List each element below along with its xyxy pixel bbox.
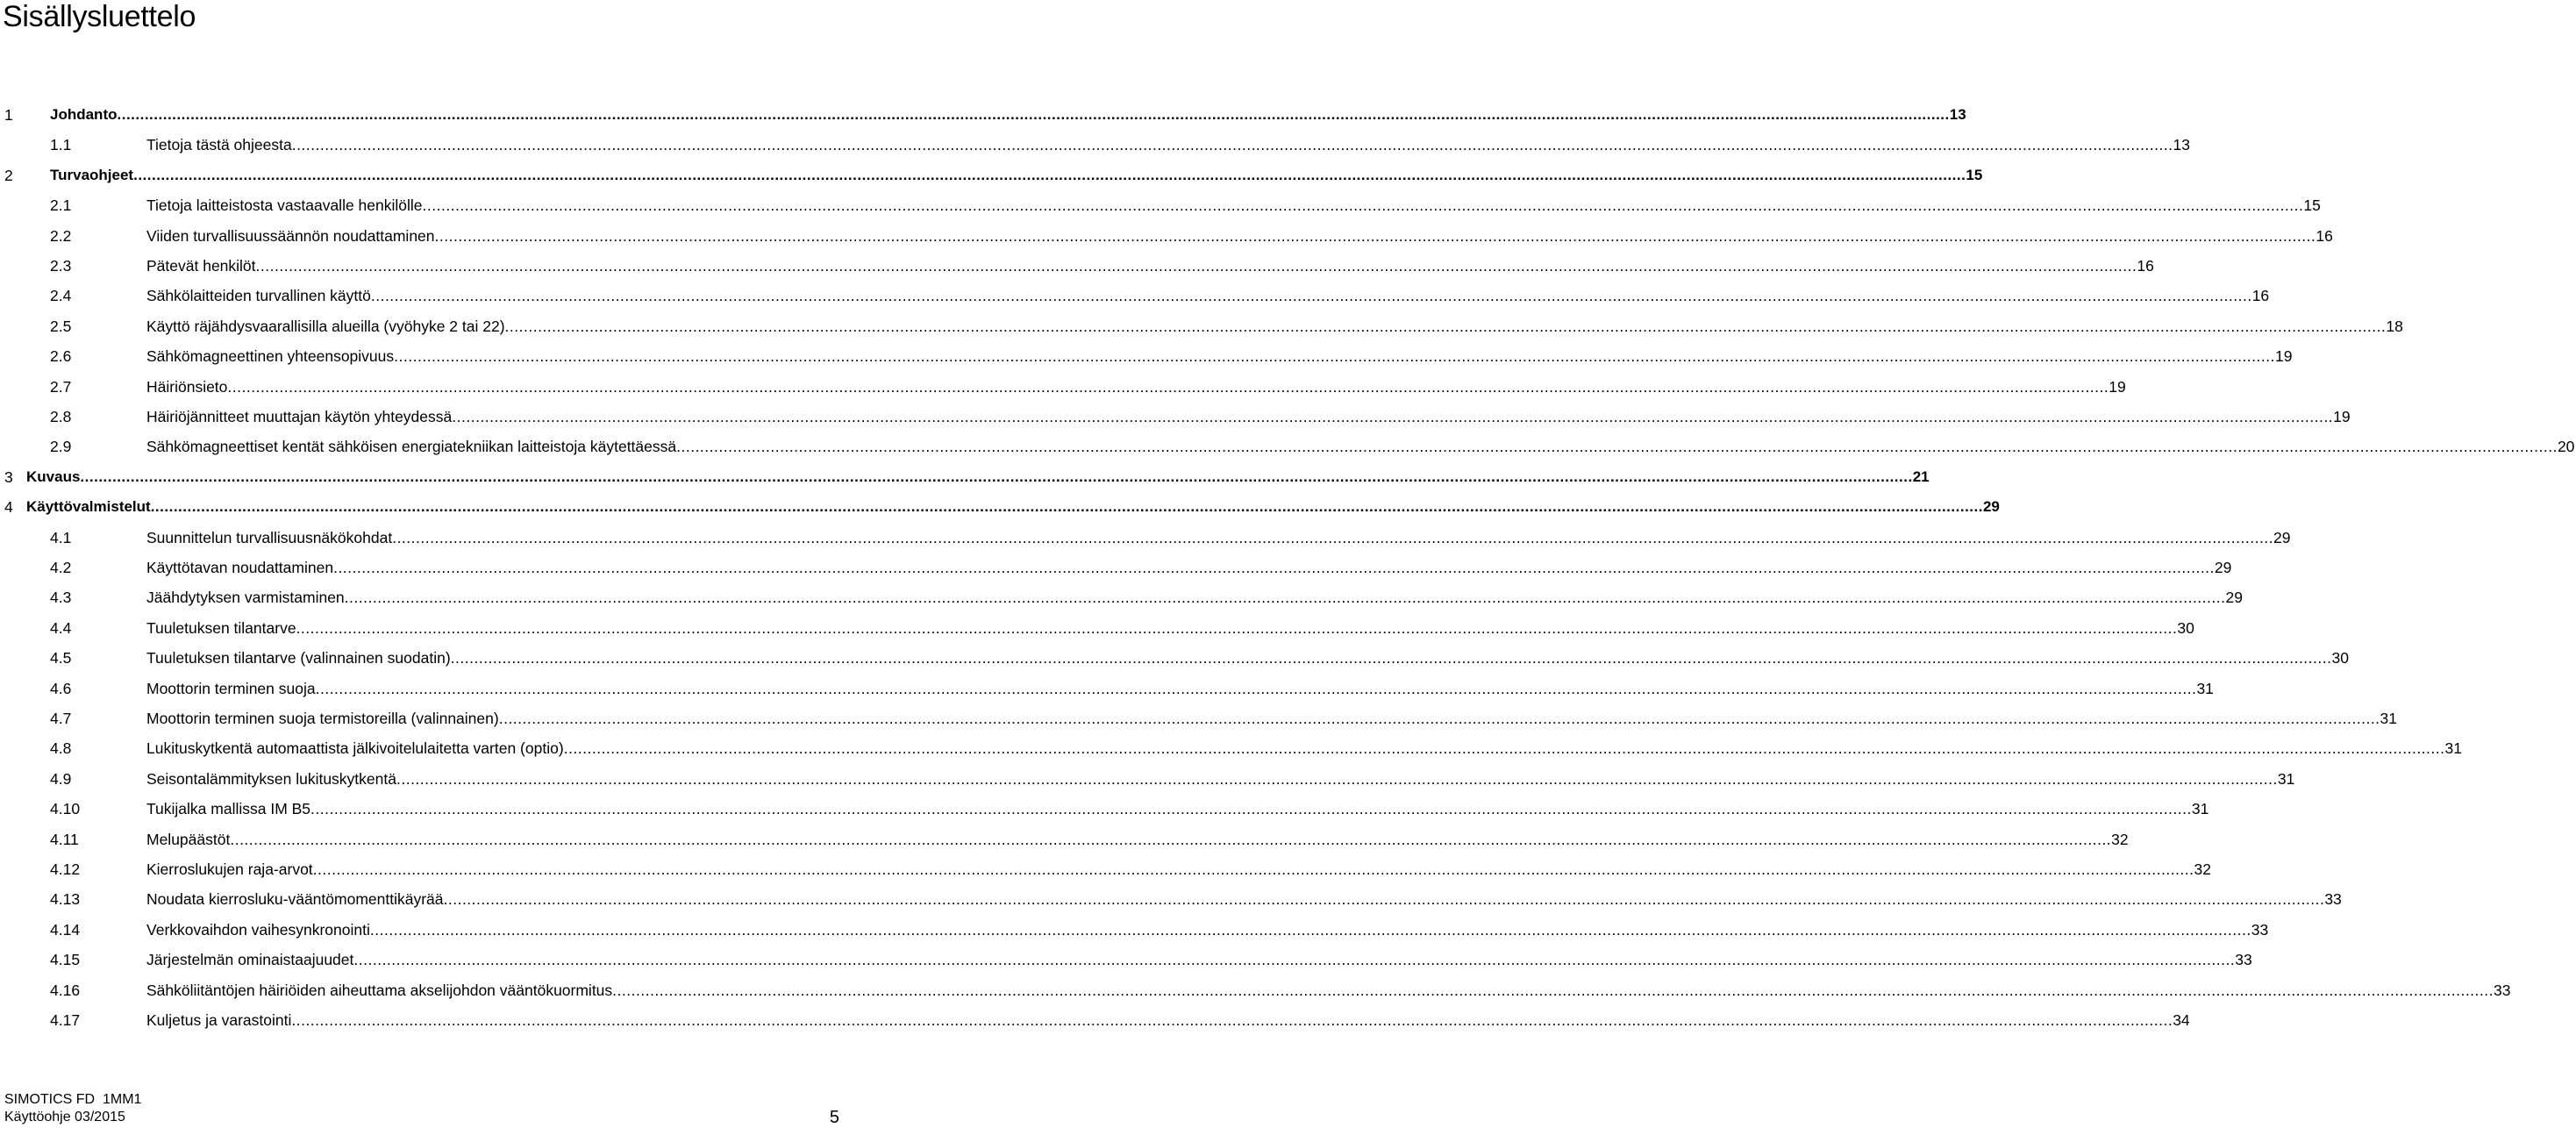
toc-page-number: 19 bbox=[2109, 377, 2126, 396]
toc-section[interactable] bbox=[0, 367, 2126, 396]
toc-number: 4.10 bbox=[50, 800, 81, 818]
toc-leader-dots: ................................................................................................................................................................................................................................................................................................................................................................................................................ bbox=[504, 317, 2387, 335]
toc-title: Häiriönsieto bbox=[146, 377, 228, 396]
toc-page-number: 16 bbox=[2137, 257, 2154, 275]
toc-page-number: 32 bbox=[2194, 860, 2211, 878]
toc-section[interactable] bbox=[0, 849, 2211, 879]
toc-page-number: 30 bbox=[2331, 649, 2349, 668]
toc-page-number: 32 bbox=[2111, 830, 2129, 848]
toc-number: 4.6 bbox=[50, 679, 72, 697]
toc-number: 4.9 bbox=[50, 769, 72, 788]
toc-section[interactable] bbox=[0, 789, 2209, 818]
toc-number: 4.1 bbox=[50, 528, 72, 546]
toc-section[interactable] bbox=[0, 1000, 2190, 1030]
toc-number: 2.9 bbox=[50, 438, 72, 456]
toc-number: 4.12 bbox=[50, 860, 81, 878]
toc-chapter[interactable] bbox=[0, 457, 1930, 487]
toc-number: 4.7 bbox=[50, 710, 72, 727]
toc-chapter[interactable] bbox=[0, 487, 2000, 517]
toc-leader-dots: ................................................................................................................................................................................................................................................................................................................................................................................................................ bbox=[291, 136, 2173, 154]
toc-section[interactable] bbox=[0, 125, 2190, 154]
toc-title: Jäähdytyksen varmistaminen bbox=[146, 589, 345, 607]
toc-title: Käyttö räjähdysvaarallisilla alueilla (vyöhyke 2 tai 22) bbox=[146, 317, 505, 335]
toc-page-number: 29 bbox=[2225, 589, 2243, 607]
toc-number: 4.15 bbox=[50, 951, 81, 969]
toc-section[interactable] bbox=[0, 668, 2214, 698]
toc-section[interactable] bbox=[0, 216, 2333, 246]
toc-title: Tuuletuksen tilantarve bbox=[146, 618, 296, 637]
toc-leader-dots: ................................................................................................................................................................................................................................................................................................................................................................................................................ bbox=[563, 739, 2445, 758]
toc-number: 4.17 bbox=[50, 1011, 81, 1029]
toc-leader-dots: ................................................................................................................................................................................................................................................................................................................................................................................................................ bbox=[434, 226, 2316, 245]
toc-title: Käyttötavan noudattaminen bbox=[146, 559, 334, 576]
toc-section[interactable] bbox=[0, 336, 2293, 366]
footer bbox=[4, 1091, 141, 1126]
toc-page-number: 29 bbox=[1982, 498, 2000, 516]
toc-leader-dots: ................................................................................................................................................................................................................................................................................................................................................................................................................ bbox=[117, 106, 1950, 123]
toc-page-number: 33 bbox=[2324, 890, 2342, 909]
toc-section[interactable] bbox=[0, 879, 2342, 909]
toc-number: 1 bbox=[4, 106, 13, 124]
toc-title: Tuuletuksen tilantarve (valinnainen suodatin) bbox=[146, 649, 451, 668]
toc-section[interactable] bbox=[0, 608, 2194, 638]
toc-title: Häiriöjännitteet muuttajan käytön yhteydessä bbox=[146, 408, 453, 425]
toc-title: Verkkovaihdon vaihesynkronointi bbox=[146, 920, 370, 939]
toc-leader-dots: ................................................................................................................................................................................................................................................................................................................................................................................................................ bbox=[396, 769, 2278, 788]
toc-number: 2 bbox=[4, 166, 13, 184]
toc-number: 4.2 bbox=[50, 559, 72, 576]
toc-section[interactable] bbox=[0, 698, 2398, 728]
toc-section[interactable] bbox=[0, 306, 2403, 336]
toc-section[interactable] bbox=[0, 518, 2291, 547]
toc-leader-dots: ................................................................................................................................................................................................................................................................................................................................................................................................................ bbox=[676, 438, 2558, 456]
toc-title: Seisontalämmityksen lukituskytkentä bbox=[146, 769, 396, 788]
toc-title: Pätevät henkilöt bbox=[146, 257, 256, 275]
toc-section[interactable] bbox=[0, 819, 2129, 849]
toc-leader-dots: ................................................................................................................................................................................................................................................................................................................................................................................................................ bbox=[394, 347, 2275, 366]
toc-page-number: 29 bbox=[2214, 559, 2232, 576]
toc-number: 2.2 bbox=[50, 226, 72, 245]
toc-number: 2.3 bbox=[50, 257, 72, 275]
toc-leader-dots: ................................................................................................................................................................................................................................................................................................................................................................................................................ bbox=[315, 679, 2197, 697]
toc-leader-dots: ................................................................................................................................................................................................................................................................................................................................................................................................................ bbox=[296, 618, 2178, 637]
toc-page-number: 13 bbox=[1949, 106, 1966, 123]
toc-number: 2.1 bbox=[50, 196, 72, 215]
toc-page-number: 29 bbox=[2273, 528, 2291, 546]
page-title: Sisällysluettelo bbox=[3, 0, 196, 33]
toc-leader-dots: ................................................................................................................................................................................................................................................................................................................................................................................................................ bbox=[369, 920, 2251, 939]
toc-number: 1.1 bbox=[50, 136, 72, 154]
toc-number: 4.8 bbox=[50, 739, 72, 758]
footer-page-number: 5 bbox=[829, 1108, 839, 1127]
toc-title: Viiden turvallisuussäännön noudattaminen bbox=[146, 226, 435, 245]
toc-page-number: 13 bbox=[2173, 136, 2190, 154]
toc-page-number: 31 bbox=[2380, 710, 2398, 727]
toc-page-number: 30 bbox=[2177, 618, 2194, 637]
toc-number: 4.13 bbox=[50, 890, 81, 909]
toc-leader-dots: ................................................................................................................................................................................................................................................................................................................................................................................................................ bbox=[612, 981, 2494, 999]
toc-leader-dots: ................................................................................................................................................................................................................................................................................................................................................................................................................ bbox=[498, 710, 2380, 727]
toc-leader-dots: ................................................................................................................................................................................................................................................................................................................................................................................................................ bbox=[133, 166, 1966, 183]
toc-leader-dots: ................................................................................................................................................................................................................................................................................................................................................................................................................ bbox=[333, 559, 2215, 576]
toc-leader-dots: ................................................................................................................................................................................................................................................................................................................................................................................................................ bbox=[80, 468, 1913, 485]
toc-page-number: 33 bbox=[2235, 951, 2252, 969]
toc-leader-dots: ................................................................................................................................................................................................................................................................................................................................................................................................................ bbox=[443, 890, 2325, 909]
footer-product: SIMOTICS FD 1MM1 bbox=[4, 1092, 142, 1107]
toc-page-number: 16 bbox=[2316, 226, 2333, 245]
toc-title: Järjestelmän ominaistaajuudet bbox=[146, 951, 354, 969]
toc-leader-dots: ................................................................................................................................................................................................................................................................................................................................................................................................................ bbox=[227, 377, 2109, 396]
footer-document: Käyttöohje 03/2015 bbox=[4, 1110, 125, 1124]
toc-title: Kuvaus bbox=[26, 468, 81, 485]
toc-number: 2.6 bbox=[50, 347, 72, 366]
toc-title: Suunnittelun turvallisuusnäkökohdat bbox=[146, 528, 393, 546]
toc-title: Käyttövalmistelut bbox=[26, 498, 151, 516]
toc-leader-dots: ................................................................................................................................................................................................................................................................................................................................................................................................................ bbox=[312, 860, 2194, 878]
toc-section[interactable] bbox=[0, 638, 2349, 668]
toc-page-number: 33 bbox=[2494, 981, 2511, 999]
toc-number: 4 bbox=[4, 498, 13, 517]
toc-leader-dots: ................................................................................................................................................................................................................................................................................................................................................................................................................ bbox=[392, 528, 2274, 546]
toc-title: Turvaohjeet bbox=[50, 166, 134, 183]
toc-section[interactable] bbox=[0, 759, 2295, 789]
toc-page-number: 18 bbox=[2386, 317, 2403, 335]
toc-section[interactable] bbox=[0, 728, 2462, 758]
toc-page-number: 15 bbox=[2303, 196, 2321, 215]
toc-number: 4.4 bbox=[50, 618, 72, 637]
toc-section[interactable] bbox=[0, 246, 2154, 275]
toc-number: 4.14 bbox=[50, 920, 81, 939]
toc-page-number: 33 bbox=[2251, 920, 2269, 939]
toc-section[interactable] bbox=[0, 910, 2269, 939]
toc-title: Sähkömagneettinen yhteensopivuus bbox=[146, 347, 395, 366]
toc-title: Melupäästöt bbox=[146, 830, 231, 848]
toc-section[interactable] bbox=[0, 185, 2321, 215]
toc-number: 4.5 bbox=[50, 649, 72, 668]
toc-section[interactable] bbox=[0, 275, 2270, 305]
toc-leader-dots: ................................................................................................................................................................................................................................................................................................................................................................................................................ bbox=[255, 257, 2137, 275]
toc-page-number: 34 bbox=[2173, 1011, 2190, 1029]
toc-number: 2.4 bbox=[50, 287, 72, 305]
toc-title: Sähköliitäntöjen häiriöiden aiheuttama akselijohdon vääntökuormitus bbox=[146, 981, 613, 999]
toc-section[interactable] bbox=[0, 396, 2351, 426]
toc-number: 2.7 bbox=[50, 377, 72, 396]
toc-title: Noudata kierrosluku-vääntömomenttikäyrää bbox=[146, 890, 444, 909]
toc-section[interactable] bbox=[0, 970, 2511, 1000]
toc-title: Kierroslukujen raja-arvot bbox=[146, 860, 313, 878]
toc-leader-dots: ................................................................................................................................................................................................................................................................................................................................................................................................................ bbox=[150, 498, 1983, 516]
toc-title: Tietoja tästä ohjeesta bbox=[146, 136, 292, 154]
toc-title: Tietoja laitteistosta vastaavalle henkilölle bbox=[146, 196, 423, 215]
toc-leader-dots: ................................................................................................................................................................................................................................................................................................................................................................................................................ bbox=[291, 1011, 2173, 1029]
toc-leader-dots: ................................................................................................................................................................................................................................................................................................................................................................................................................ bbox=[370, 287, 2252, 305]
toc-leader-dots: ................................................................................................................................................................................................................................................................................................................................................................................................................ bbox=[450, 649, 2332, 668]
toc-page-number: 31 bbox=[2277, 769, 2295, 788]
toc-section[interactable] bbox=[0, 426, 2575, 456]
toc-page-number: 31 bbox=[2444, 739, 2462, 758]
toc-title: Sähkömagneettiset kentät sähköisen energiatekniikan laitteistoja käytettäessä bbox=[146, 438, 677, 456]
toc-section[interactable] bbox=[0, 547, 2232, 577]
toc-chapter[interactable] bbox=[0, 95, 1966, 125]
toc-number: 2.5 bbox=[50, 317, 72, 335]
toc-page-number: 31 bbox=[2191, 800, 2209, 818]
toc-page-number: 16 bbox=[2251, 287, 2270, 305]
toc-leader-dots: ................................................................................................................................................................................................................................................................................................................................................................................................................ bbox=[310, 800, 2192, 818]
toc-leader-dots: ................................................................................................................................................................................................................................................................................................................................................................................................................ bbox=[344, 589, 2226, 607]
toc-title: Tukijalka mallissa IM B5 bbox=[146, 800, 311, 818]
toc-number: 4.3 bbox=[50, 589, 72, 607]
toc-page-number: 20 bbox=[2557, 438, 2575, 456]
toc-chapter[interactable] bbox=[0, 155, 1983, 185]
toc-number: 4.11 bbox=[50, 830, 79, 848]
toc-section[interactable] bbox=[0, 939, 2252, 969]
toc-title: Moottorin terminen suoja termistoreilla (valinnainen) bbox=[146, 710, 499, 727]
toc-page-number: 19 bbox=[2274, 347, 2293, 366]
toc-section[interactable] bbox=[0, 577, 2243, 607]
toc-page-number: 21 bbox=[1912, 468, 1930, 485]
toc-page-number: 19 bbox=[2333, 408, 2351, 425]
toc-number: 4.16 bbox=[50, 981, 81, 999]
toc-title: Johdanto bbox=[50, 106, 118, 123]
toc-title: Sähkölaitteiden turvallinen käyttö bbox=[146, 287, 371, 305]
toc-number: 2.8 bbox=[50, 408, 72, 425]
toc-title: Kuljetus ja varastointi bbox=[146, 1011, 292, 1029]
toc-page-number: 15 bbox=[1966, 166, 1983, 183]
toc-leader-dots: ................................................................................................................................................................................................................................................................................................................................................................................................................ bbox=[230, 830, 2112, 848]
toc-title: Moottorin terminen suoja bbox=[146, 679, 316, 697]
toc-leader-dots: ................................................................................................................................................................................................................................................................................................................................................................................................................ bbox=[353, 951, 2236, 969]
toc-leader-dots: ................................................................................................................................................................................................................................................................................................................................................................................................................ bbox=[452, 408, 2334, 425]
toc-leader-dots: ................................................................................................................................................................................................................................................................................................................................................................................................................ bbox=[422, 196, 2304, 215]
toc-title: Lukituskytkentä automaattista jälkivoitelulaitetta varten (optio) bbox=[146, 739, 564, 758]
toc-page-number: 31 bbox=[2196, 679, 2214, 697]
toc-number: 3 bbox=[4, 468, 13, 486]
